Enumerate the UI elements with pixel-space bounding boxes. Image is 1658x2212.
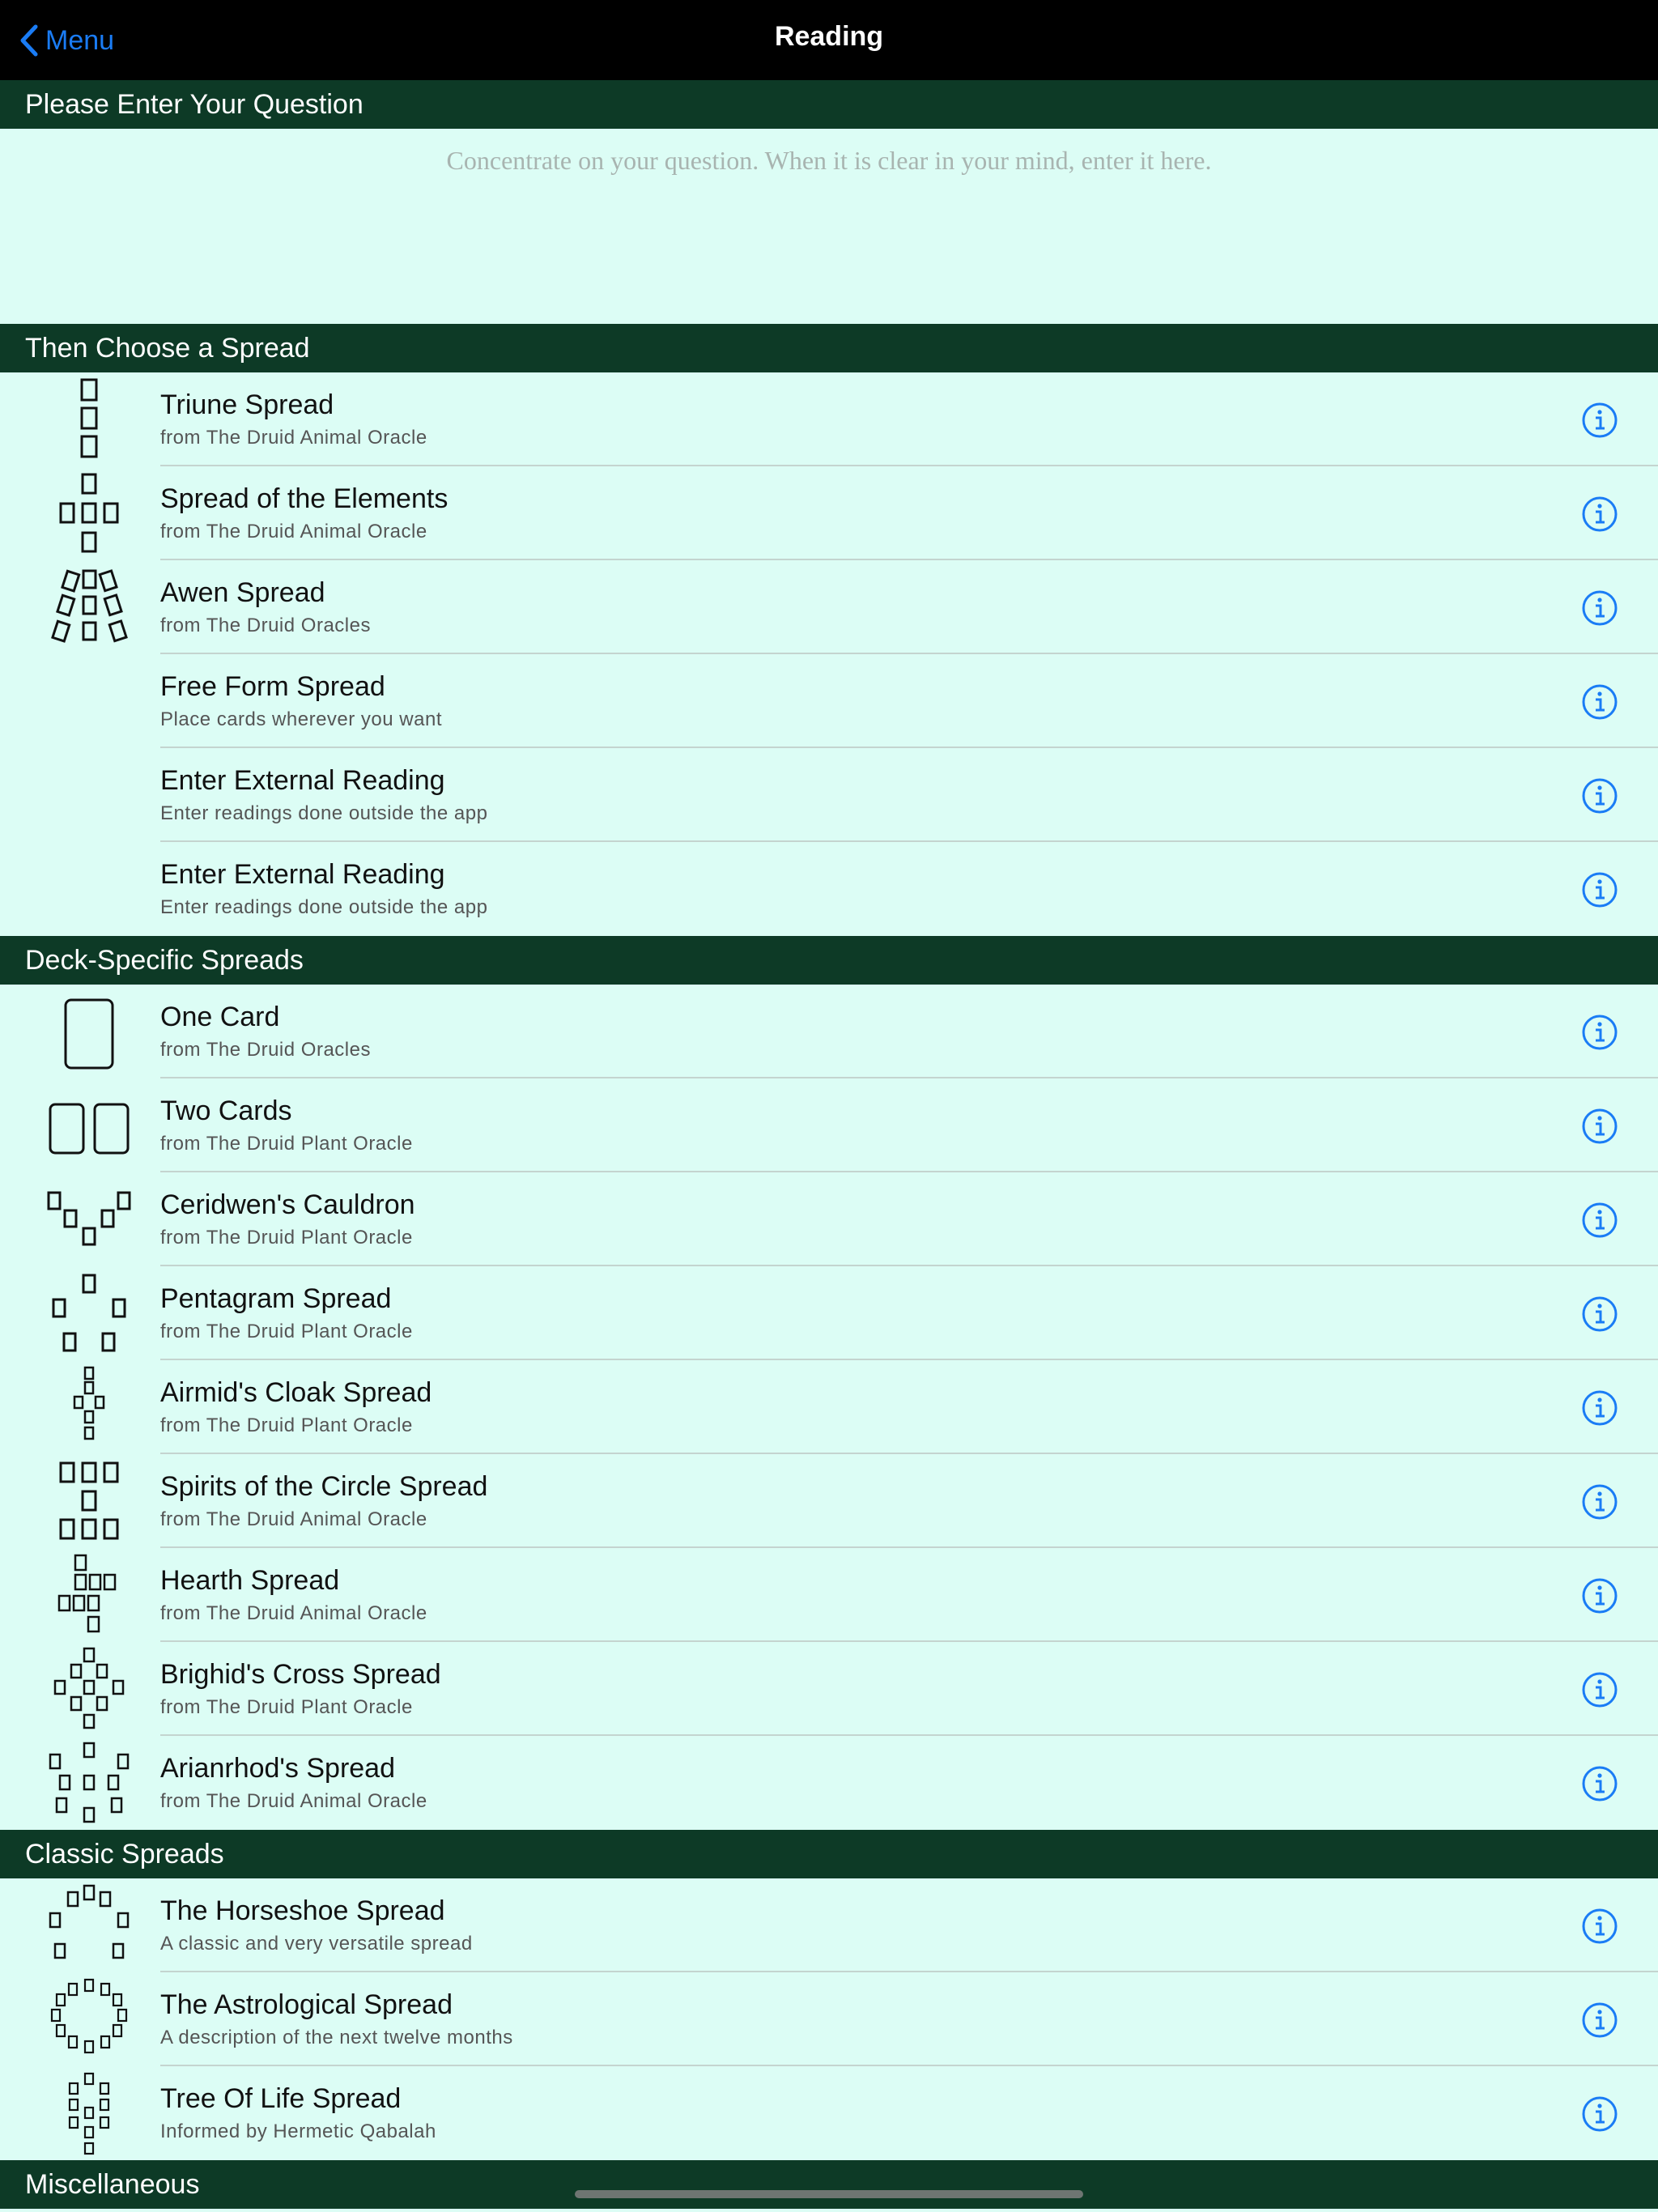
cloak-spread-icon: [39, 1363, 139, 1452]
spread-title: Enter External Reading: [160, 859, 445, 890]
spread-row[interactable]: [0, 654, 1658, 748]
spread-title: Triune Spread: [160, 389, 334, 420]
astrological-spread-icon: [39, 1975, 139, 2064]
spread-title: One Card: [160, 1002, 280, 1032]
home-indicator[interactable]: [575, 2190, 1083, 2198]
spread-subtitle: from The Druid Plant Oracle: [160, 1414, 413, 1436]
spread-subtitle: Informed by Hermetic Qabalah: [160, 2121, 436, 2142]
triune-spread-icon: [39, 375, 139, 464]
question-input[interactable]: [0, 146, 1658, 308]
spread-subtitle: from The Druid Animal Oracle: [160, 427, 427, 449]
back-button-label: Menu: [45, 24, 115, 56]
spread-title: The Horseshoe Spread: [160, 1895, 445, 1926]
tree-of-life-spread-icon: [39, 2069, 139, 2158]
info-icon[interactable]: [1581, 1389, 1618, 1427]
spread-subtitle: from The Druid Oracles: [160, 1039, 371, 1061]
spread-subtitle: Enter readings done outside the app: [160, 896, 488, 918]
navigation-bar: [0, 0, 1658, 80]
info-icon[interactable]: [1581, 1295, 1618, 1333]
info-icon[interactable]: [1581, 1202, 1618, 1239]
spread-title: Awen Spread: [160, 577, 325, 608]
question-area: [0, 130, 1658, 324]
spread-row[interactable]: [0, 1360, 1658, 1454]
arianrhod-spread-icon: [39, 1738, 139, 1827]
section-header-choose: Then Choose a Spread: [0, 324, 1658, 372]
spread-title: Hearth Spread: [160, 1565, 340, 1596]
info-icon[interactable]: [1581, 683, 1618, 721]
spread-row[interactable]: [0, 1172, 1658, 1266]
one-card-icon: [39, 987, 139, 1076]
spread-subtitle: Place cards wherever you want: [160, 708, 442, 730]
spread-row[interactable]: [0, 2066, 1658, 2160]
spread-title: Tree Of Life Spread: [160, 2083, 402, 2114]
info-icon[interactable]: [1581, 1765, 1618, 1802]
spread-subtitle: from The Druid Animal Oracle: [160, 521, 427, 542]
spread-row[interactable]: [0, 1972, 1658, 2066]
info-icon[interactable]: [1581, 589, 1618, 627]
spread-row[interactable]: [0, 985, 1658, 1078]
spread-title: The Astrological Spread: [160, 1989, 453, 2020]
spread-title: Airmid's Cloak Spread: [160, 1377, 432, 1408]
spread-row[interactable]: [0, 1548, 1658, 1642]
spread-subtitle: A classic and very versatile spread: [160, 1933, 473, 1955]
spread-subtitle: from The Druid Animal Oracle: [160, 1508, 427, 1530]
cross-spread-icon: [39, 1644, 139, 1733]
spread-title: Pentagram Spread: [160, 1283, 392, 1314]
elements-spread-icon: [39, 469, 139, 558]
spread-subtitle: from The Druid Oracles: [160, 615, 371, 636]
spread-subtitle: from The Druid Animal Oracle: [160, 1790, 427, 1812]
page-title: Reading: [774, 21, 884, 52]
section-header-question: Please Enter Your Question: [0, 80, 1658, 129]
circle-spread-icon: [39, 1457, 139, 1546]
pentagram-spread-icon: [39, 1269, 139, 1358]
spread-row[interactable]: [0, 1878, 1658, 1972]
spread-subtitle: A description of the next twelve months: [160, 2027, 513, 2048]
spread-row[interactable]: [0, 372, 1658, 466]
awen-spread-icon: [39, 563, 139, 652]
section-header-deck: Deck-Specific Spreads: [0, 936, 1658, 985]
info-icon[interactable]: [1581, 1483, 1618, 1521]
spread-title: Arianrhod's Spread: [160, 1753, 395, 1784]
spread-title: Spread of the Elements: [160, 483, 449, 514]
cauldron-spread-icon: [39, 1175, 139, 1264]
info-icon[interactable]: [1581, 1671, 1618, 1708]
section-header-classic: Classic Spreads: [0, 1830, 1658, 1878]
spread-row[interactable]: [0, 466, 1658, 560]
horseshoe-spread-icon: [39, 1881, 139, 1970]
info-icon[interactable]: [1581, 1108, 1618, 1145]
info-icon[interactable]: [1581, 1908, 1618, 1945]
spread-row[interactable]: [0, 1454, 1658, 1548]
spread-subtitle: from The Druid Plant Oracle: [160, 1133, 413, 1155]
spread-subtitle: from The Druid Plant Oracle: [160, 1696, 413, 1718]
spread-subtitle: Enter readings done outside the app: [160, 802, 488, 824]
info-icon[interactable]: [1581, 871, 1618, 908]
spread-row[interactable]: [0, 748, 1658, 842]
info-icon[interactable]: [1581, 2001, 1618, 2039]
spread-row[interactable]: [0, 1078, 1658, 1172]
spread-subtitle: from The Druid Plant Oracle: [160, 1321, 413, 1342]
two-cards-icon: [39, 1081, 139, 1170]
spread-subtitle: from The Druid Plant Oracle: [160, 1227, 413, 1249]
info-icon[interactable]: [1581, 1577, 1618, 1614]
spread-title: Ceridwen's Cauldron: [160, 1189, 415, 1220]
section-header-misc: Miscellaneous: [0, 2160, 1658, 2209]
spread-title: Enter External Reading: [160, 765, 445, 796]
spread-title: Free Form Spread: [160, 671, 385, 702]
spread-row[interactable]: [0, 1642, 1658, 1736]
spread-row[interactable]: [0, 1736, 1658, 1830]
spread-row[interactable]: [0, 842, 1658, 936]
spread-row[interactable]: [0, 560, 1658, 654]
info-icon[interactable]: [1581, 496, 1618, 533]
info-icon[interactable]: [1581, 777, 1618, 815]
spread-row[interactable]: [0, 1266, 1658, 1360]
spread-title: Two Cards: [160, 1095, 292, 1126]
spread-subtitle: from The Druid Animal Oracle: [160, 1602, 427, 1624]
spread-title: Spirits of the Circle Spread: [160, 1471, 488, 1502]
hearth-spread-icon: [39, 1551, 139, 1640]
spread-title: Brighid's Cross Spread: [160, 1659, 441, 1690]
info-icon[interactable]: [1581, 1014, 1618, 1051]
info-icon[interactable]: [1581, 2095, 1618, 2133]
info-icon[interactable]: [1581, 402, 1618, 439]
